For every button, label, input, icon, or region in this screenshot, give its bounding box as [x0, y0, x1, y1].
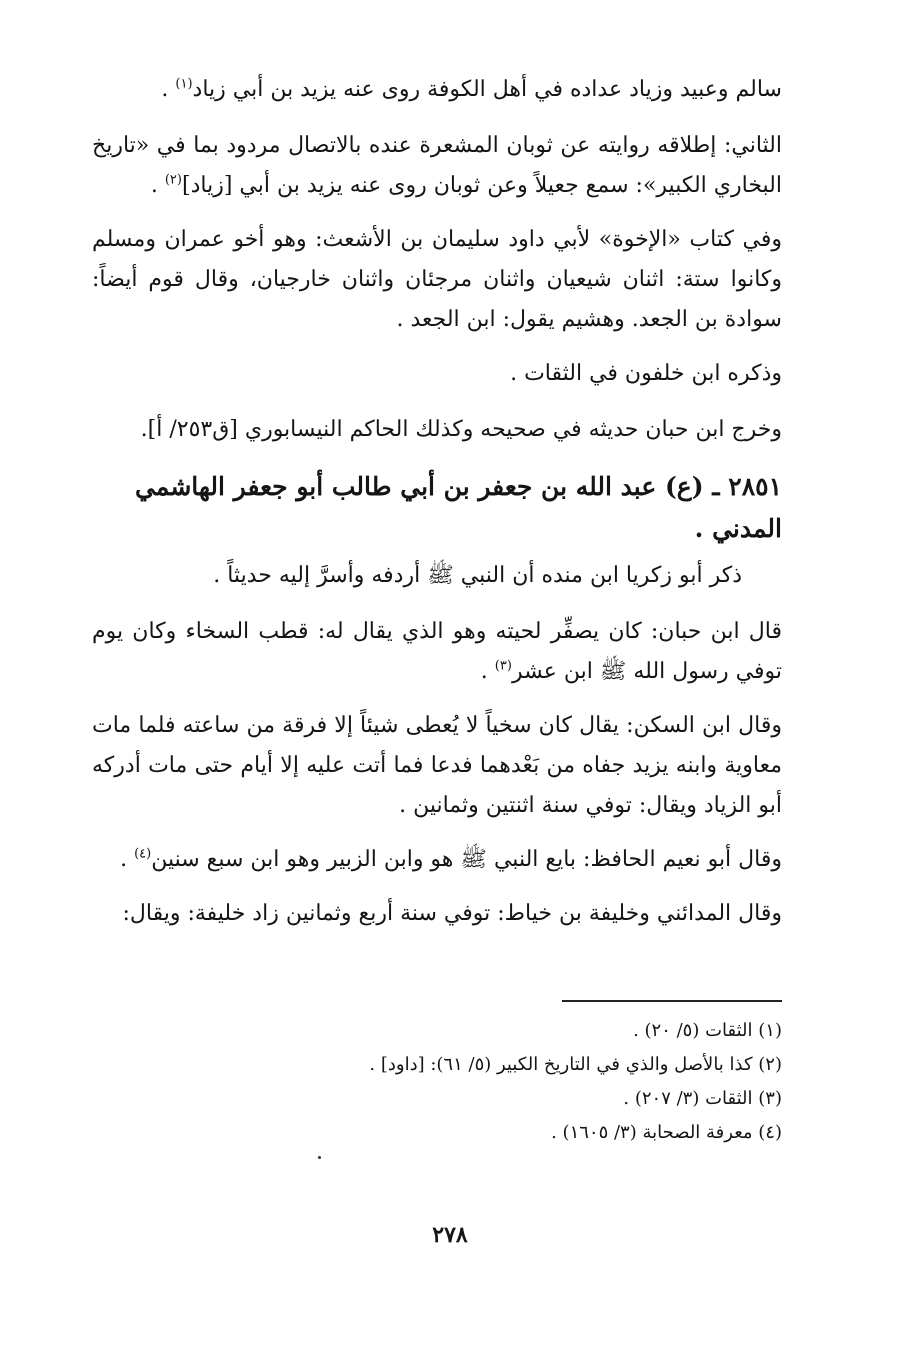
footnote-1: (١) الثقات (٥/ ٢٠) .	[633, 1020, 782, 1041]
paragraph-7	[92, 612, 782, 692]
footnote-ref-2: (٢)	[164, 172, 182, 188]
paragraph-10: وقال المدائني وخليفة بن خياط: توفي سنة أربع وثمانين زاد خليفة: ويقال:	[122, 901, 782, 926]
footnote-ref-1: (١)	[175, 76, 193, 92]
paragraph-1-text: سالم وعبيد وزياد عداده في أهل الكوفة روى عنه يزيد بن أبي زياد	[192, 77, 782, 102]
paragraph-1-end: .	[161, 77, 176, 102]
paragraph-6: ذكر أبو زكريا ابن منده أن النبي ﷺ أردفه وأسرَّ إليه حديثاً .	[213, 563, 742, 588]
print-speck	[318, 1156, 321, 1159]
paragraph-9	[92, 840, 782, 880]
footnote-ref-4: (٤)	[134, 846, 152, 862]
main-text	[92, 70, 782, 950]
paragraph-9-text: وقال أبو نعيم الحافظ: بايع النبي ﷺ هو وابن الزبير وهو ابن سبع سنين	[151, 847, 782, 872]
footnote-divider	[562, 1000, 782, 1002]
footnote-4: (٤) معرفة الصحابة (٣/ ١٦٠٥) .	[551, 1122, 782, 1143]
footnote-ref-3: (٣)	[494, 658, 512, 674]
paragraph-2-end: .	[150, 173, 165, 198]
paragraph-3: وفي كتاب «الإخوة» لأبي داود سليمان بن الأشعث: وهو أخو عمران ومسلم وكانوا ستة: اثنان شيعيان واثنان مرجئان واثنان خارجيان، وقال قوم أيضاً: سوادة بن الجعد. وهشيم يقول: ابن الجعد .	[92, 227, 782, 332]
paragraph-2	[92, 126, 782, 206]
paragraph-5: وخرج ابن حبان حديثه في صحيحه وكذلك الحاكم النيسابوري [ق٢٥٣/ أ].	[140, 417, 782, 442]
paragraph-7-text: قال ابن حبان: كان يصفِّر لحيته وهو الذي يقال له: قطب السخاء وكان يوم توفي رسول الله ﷺ ابن عشر	[92, 619, 782, 684]
paragraph-7-end: .	[480, 659, 495, 684]
paragraph-2-text: الثاني: إطلاقه روايته عن ثوبان المشعرة عنده بالاتصال مردود بما في «تاريخ البخاري الكبير»: سمع جعيلاً وعن ثوبان روى عنه يزيد بن أبي [زياد]	[92, 133, 782, 198]
paragraph-1	[92, 70, 782, 110]
paragraph-4: وذكره ابن خلفون في الثقات .	[510, 361, 782, 386]
footnotes	[92, 1014, 782, 1150]
paragraph-8: وقال ابن السكن: يقال كان سخياً لا يُعطى شيئاً إلا فرقة من ساعته فلما مات معاوية وابنه يزيد جفاه من بَعْدهما فدعا فما أتت عليه إلا أيام حتى مات أدركه أبو الزياد ويقال: توفي سنة اثنتين وثمانين .	[92, 713, 782, 818]
footnote-2: (٢) كذا بالأصل والذي في التاريخ الكبير (٥/ ٦١): [داود] .	[369, 1054, 782, 1075]
footnote-3: (٣) الثقات (٣/ ٢٠٧) .	[623, 1088, 782, 1109]
page-number: ٢٧٨	[432, 1222, 468, 1248]
entry-heading: ٢٨٥١ ـ (ع) عبد الله بن جعفر بن أبي طالب أبو جعفر الهاشمي المدني .	[135, 472, 782, 543]
paragraph-9-end: .	[120, 847, 135, 872]
